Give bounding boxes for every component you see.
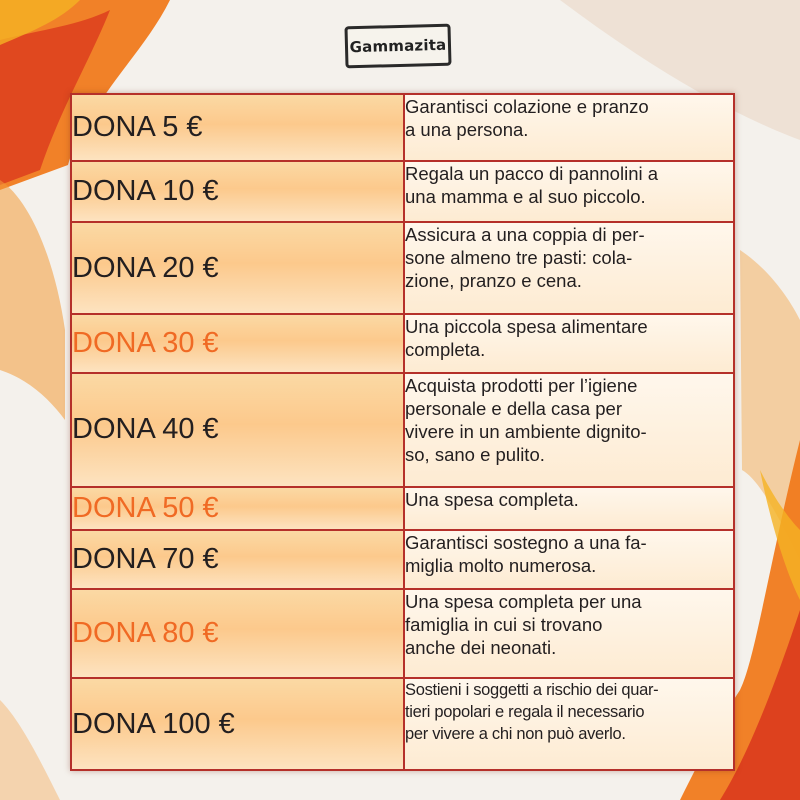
donation-description: Acquista prodotti per l’igiene personale e della casa per vivere in un ambiente dignito- so, sano e pulito. <box>404 373 734 487</box>
donation-description: Una spesa completa per una famiglia in cui si trovano anche dei neonati. <box>404 589 734 679</box>
donation-amount: DONA 70 € <box>71 530 404 589</box>
donation-amount: DONA 100 € <box>71 678 404 770</box>
donation-description: Sostieni i soggetti a rischio dei quar- tieri popolari e regala il necessario per vivere a chi non può averlo. <box>404 678 734 770</box>
donation-amount: DONA 5 € <box>71 94 404 161</box>
donation-description: Garantisci colazione e pranzo a una persona. <box>404 94 734 161</box>
table-row <box>71 161 734 222</box>
gammazita-logo <box>344 24 451 69</box>
table-row <box>71 589 734 679</box>
table-row <box>71 678 734 770</box>
paint-wash-bottom-left <box>0 700 60 800</box>
donation-amount: DONA 80 € <box>71 589 404 679</box>
donation-amount: DONA 50 € <box>71 487 404 530</box>
donation-amount: DONA 10 € <box>71 161 404 222</box>
donation-amount: DONA 40 € <box>71 373 404 487</box>
donation-table <box>70 93 735 771</box>
paint-stroke-left-edge <box>0 180 65 420</box>
donation-description: Una piccola spesa alimentare completa. <box>404 314 734 373</box>
table-row <box>71 222 734 314</box>
table-row <box>71 314 734 373</box>
table-row <box>71 94 734 161</box>
donation-amount: DONA 30 € <box>71 314 404 373</box>
logo-text: Gammazita <box>349 35 447 57</box>
donation-description: Regala un pacco di pannolini a una mamma e al suo piccolo. <box>404 161 734 222</box>
table-row <box>71 373 734 487</box>
donation-description: Una spesa completa. <box>404 487 734 530</box>
donation-description: Assicura a una coppia di per- sone almeno tre pasti: cola- zione, pranzo e cena. <box>404 222 734 314</box>
donation-amount: DONA 20 € <box>71 222 404 314</box>
table-row <box>71 530 734 589</box>
table-row <box>71 487 734 530</box>
donation-description: Garantisci sostegno a una fa- miglia molto numerosa. <box>404 530 734 589</box>
